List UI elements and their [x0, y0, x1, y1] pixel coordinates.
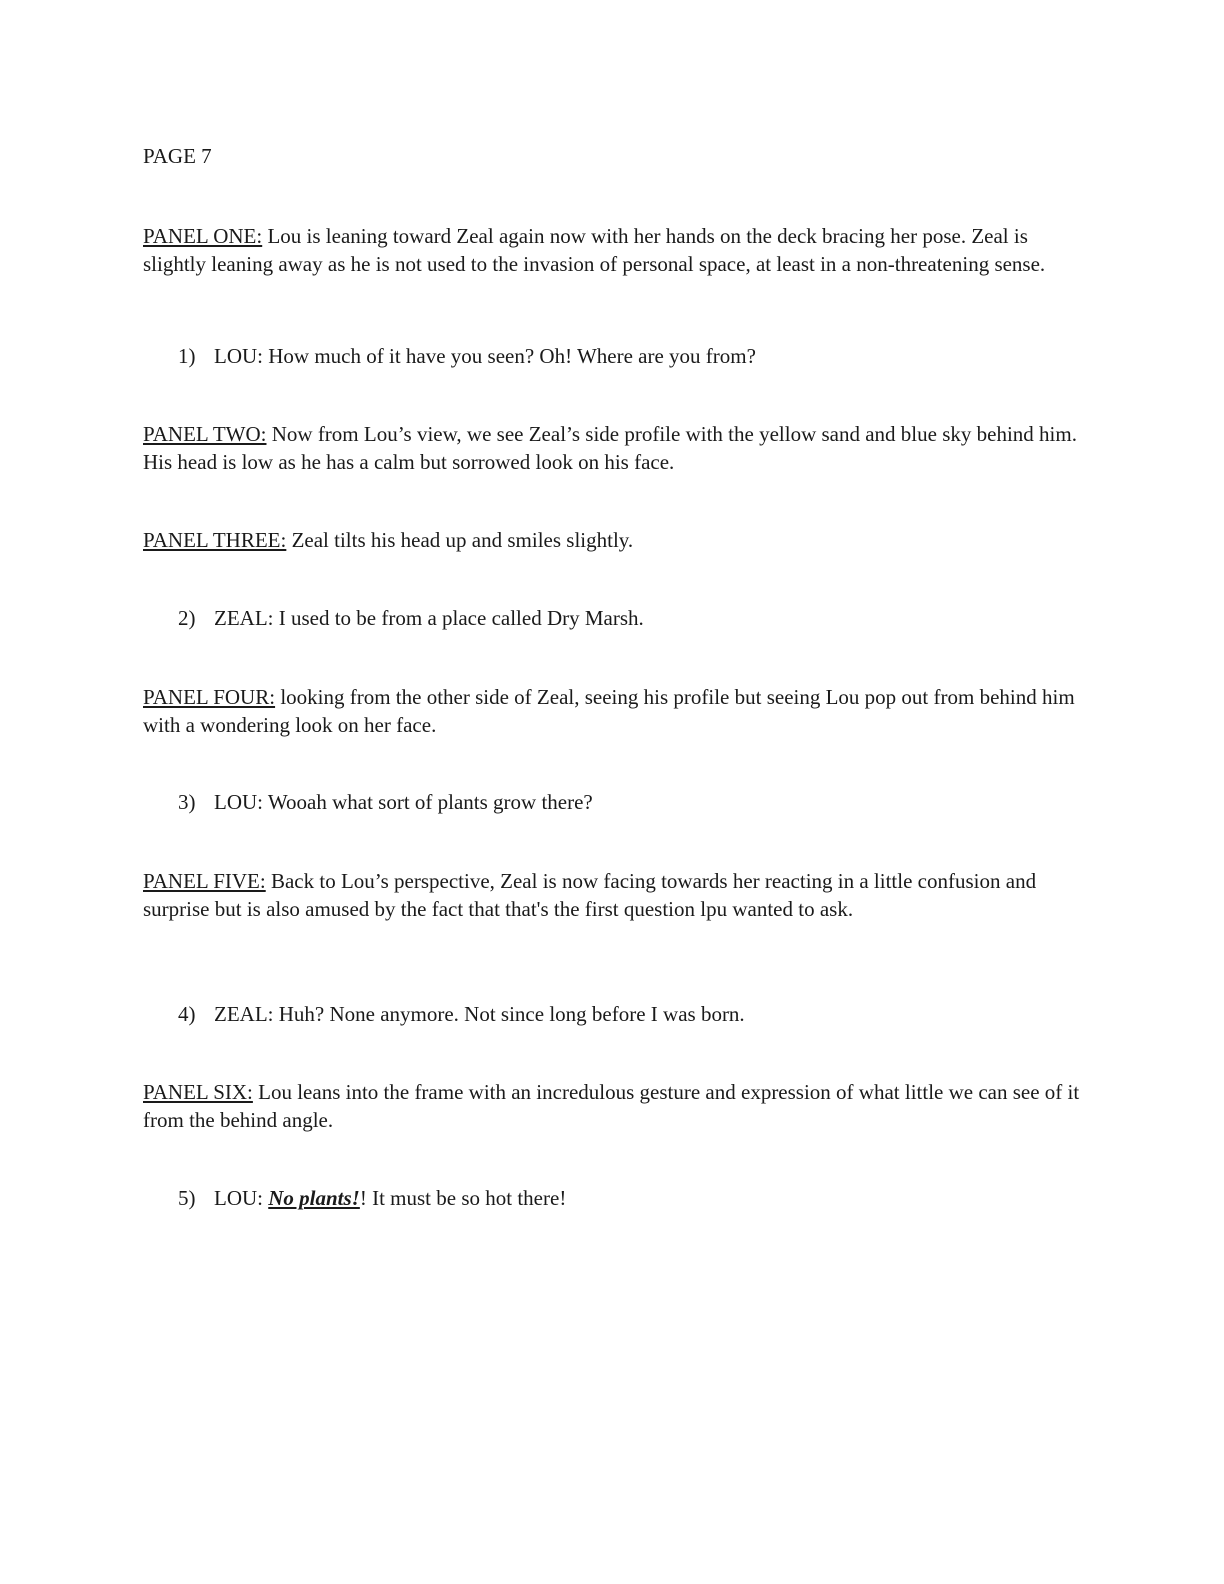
- panel-text: looking from the other side of Zeal, seeing his profile but seeing Lou pop out from behind him with a wondering look on her face.: [143, 685, 1075, 737]
- dialogue-text: I used to be from a place called Dry Marsh.: [273, 606, 644, 630]
- panel-six-description: [143, 1079, 1083, 1134]
- dialogue-emphasis: No plants!: [268, 1186, 360, 1210]
- dialogue-text: How much of it have you seen? Oh! Where are you from?: [263, 344, 756, 368]
- panel-two-description: [143, 421, 1083, 476]
- dialogue-speaker: ZEAL:: [214, 606, 274, 630]
- panel-three-description: [143, 527, 1083, 555]
- panel-label: PANEL TWO:: [143, 422, 267, 446]
- panel-text: Back to Lou’s perspective, Zeal is now facing towards her reacting in a little confusion and surprise but is also amused by the fact that that's the first question lpu wanted to ask.: [143, 869, 1037, 921]
- panel-text: Lou leans into the frame with an incredulous gesture and expression of what little we can see of it from the behind angle.: [143, 1080, 1080, 1132]
- panel-text: Lou is leaning toward Zeal again now with her hands on the deck bracing her pose. Zeal is slightly leaning away as he is not used to the invasion of personal space, at least in a non-threatening sense.: [143, 224, 1046, 276]
- dialogue-line-2: [178, 605, 644, 633]
- dialogue-speaker: ZEAL:: [214, 1002, 274, 1026]
- dialogue-number: 3): [178, 790, 196, 814]
- dialogue-line-5: [178, 1185, 566, 1213]
- panel-text: Now from Lou’s view, we see Zeal’s side profile with the yellow sand and blue sky behind him. His head is low as he has a calm but sorrowed look on his face.: [143, 422, 1077, 474]
- dialogue-text: Wooah what sort of plants grow there?: [263, 790, 593, 814]
- dialogue-line-4: [178, 1001, 745, 1029]
- panel-label: PANEL ONE:: [143, 224, 263, 248]
- dialogue-speaker: LOU:: [214, 790, 263, 814]
- dialogue-text: Huh? None anymore. Not since long before I was born.: [273, 1002, 745, 1026]
- dialogue-number: 2): [178, 606, 196, 630]
- dialogue-line-1: [178, 343, 756, 371]
- panel-five-description: [143, 868, 1083, 923]
- dialogue-text: ! It must be so hot there!: [359, 1186, 567, 1210]
- panel-label: PANEL THREE:: [143, 528, 287, 552]
- dialogue-number: 4): [178, 1002, 196, 1026]
- dialogue-number: 1): [178, 344, 196, 368]
- panel-label: PANEL SIX:: [143, 1080, 253, 1104]
- dialogue-speaker: LOU:: [214, 1186, 263, 1210]
- panel-one-description: [143, 223, 1083, 278]
- panel-label: PANEL FOUR:: [143, 685, 276, 709]
- dialogue-speaker: LOU:: [214, 344, 263, 368]
- panel-label: PANEL FIVE:: [143, 869, 266, 893]
- panel-four-description: [143, 684, 1083, 739]
- dialogue-number: 5): [178, 1186, 196, 1210]
- panel-text: Zeal tilts his head up and smiles slightly.: [286, 528, 634, 552]
- dialogue-line-3: [178, 789, 593, 817]
- page-heading: PAGE 7: [143, 144, 212, 168]
